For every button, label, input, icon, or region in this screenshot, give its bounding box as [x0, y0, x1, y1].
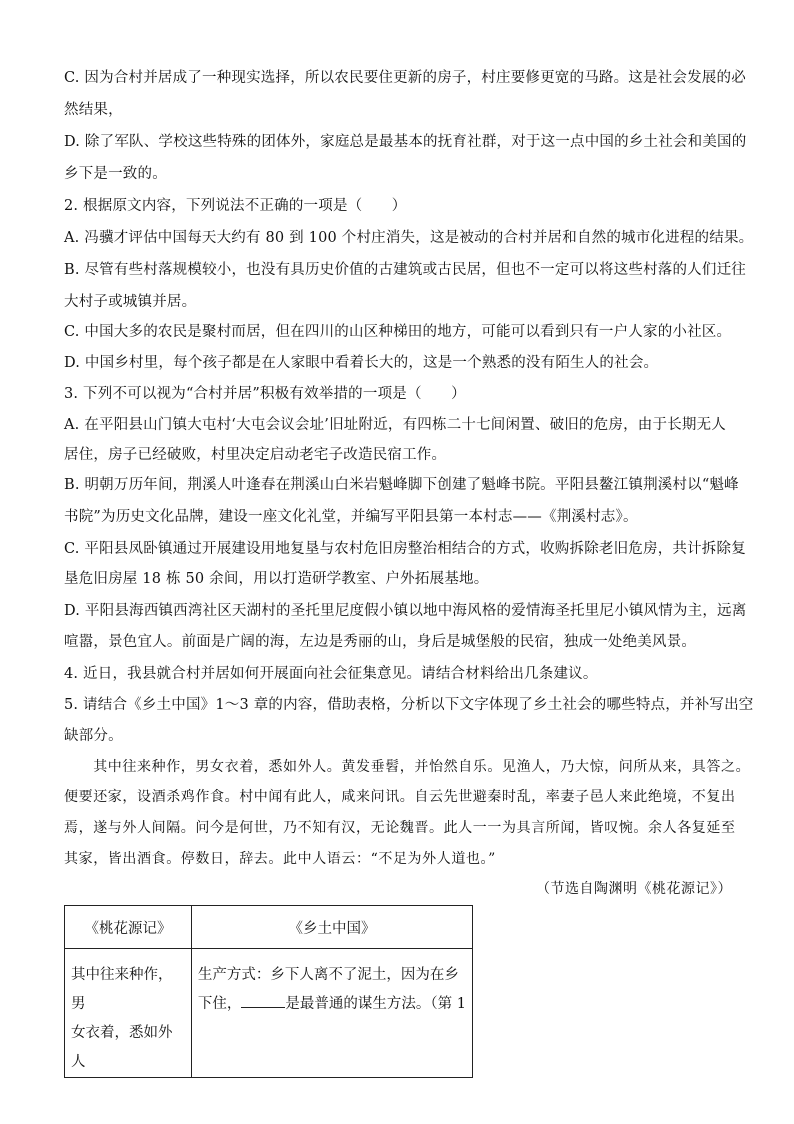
comparison-table	[64, 905, 473, 1078]
q2-option-c: C. 中国大多的农民是聚村而居，但在四川的山区种梯田的地方，可能可以看到只有一户人家的小社区。	[64, 324, 732, 340]
passage-line3: 焉，遂与外人间隔。问今是何世，乃不知有汉，无论魏晋。此人一一为具言所闻，皆叹惋。余人各复延至	[64, 820, 736, 836]
table-cell-right-line2-post: 是最普通的谋生方法。（第 1	[285, 996, 466, 1012]
q2-option-d: D. 中国乡村里，每个孩子都是在人家眼中看着长大的，这是一个熟悉的没有陌生人的社会。	[64, 355, 659, 371]
table-cell-right-line1: 生产方式：乡下人离不了泥土，因为在乡	[197, 967, 459, 983]
q3-option-a-line1: A. 在平阳县山门镇大屯村‘大屯会议会址’旧址附近，有四栋二十七间闲置、破旧的危房，由于长期无人	[64, 417, 727, 433]
q3-stem: 3. 下列不可以视为“合村并居”积极有效举措的一项是（ ）	[64, 386, 466, 402]
table-header-xiangtu: 《乡土中国》	[191, 906, 472, 949]
q2-stem: 2. 根据原文内容，下列说法不正确的一项是（ ）	[64, 198, 407, 214]
q5-stem-line1: 5. 请结合《乡土中国》1～3 章的内容，借助表格，分析以下文字体现了乡土社会的哪些特点，并补写出空	[64, 697, 754, 713]
fill-in-blank[interactable]	[241, 993, 285, 1008]
passage-line1: 其中往来种作，男女衣着，悉如外人。黄发垂髫，并怡然自乐。见渔人，乃大惊，问所从来，具答之。	[64, 759, 751, 775]
table-cell-right-line2-pre: 下住，	[197, 996, 242, 1012]
q1-option-c-line1: C. 因为合村并居成了一种现实选择，所以农民要住更新的房子，村庄要修更宽的马路。这是社会发展的必	[64, 70, 746, 86]
q1-option-d-line2: 乡下是一致的。	[64, 166, 167, 182]
q1-option-c-line2: 然结果，	[64, 102, 123, 118]
passage-line4: 其家，皆出酒食。停数日，辞去。此中人语云：“不足为外人道也。”	[64, 851, 496, 867]
q2-option-b-line1: B. 尽管有些村落规模较小，也没有具历史价值的古建筑或古民居，但也不一定可以将这些村落的人们迁往	[64, 262, 746, 278]
passage-source: （节选自陶渊明《桃花源记》）	[536, 881, 732, 897]
table-cell-left-line2: 女衣着，悉如外人	[71, 1025, 173, 1070]
table-header-row	[65, 906, 473, 949]
passage-line2: 便要还家，设酒杀鸡作食。村中闻有此人，咸来问讯。自云先世避秦时乱，率妻子邑人来此绝境，不复出	[64, 789, 736, 805]
q4-stem: 4. 近日，我县就合村并居如何开展面向社会征集意见。请结合材料给出几条建议。	[64, 666, 598, 682]
q3-option-d-line2: 喧嚣，景色宜人。前面是广阔的海，左边是秀丽的山，身后是城堡般的民宿，独成一处绝美风景。	[64, 634, 697, 650]
table-header-taohuayuan: 《桃花源记》	[65, 906, 192, 949]
table-cell-right	[191, 949, 472, 1078]
q3-option-d-line1: D. 平阳县海西镇西湾社区天湖村的圣托里尼度假小镇以地中海风格的爱情海圣托里尼小镇风情为主，远离	[64, 603, 747, 619]
q3-option-a-line2: 居住，房子已经破败，村里决定启动老宅子改造民宿工作。	[64, 447, 447, 463]
q3-option-b-line1: B. 明朝万历年间，荆溪人叶逢春在荆溪山白米岩魁峰脚下创建了魁峰书院。平阳县鳌江镇荆溪村以“魁峰	[64, 477, 739, 493]
q3-option-c-line2: 垦危旧房屋 18 栋 50 余间，用以打造研学教室、户外拓展基地。	[64, 571, 489, 587]
q1-option-d-line1: D. 除了军队、学校这些特殊的团体外，家庭总是最基本的抚育社群，对于这一点中国的乡土社会和美国的	[64, 134, 747, 150]
q3-option-c-line1: C. 平阳县凤卧镇通过开展建设用地复垦与农村危旧房整治相结合的方式，收购拆除老旧危房，共计拆除复	[64, 541, 746, 557]
q3-option-b-line2: 书院”为历史文化品牌，建设一座文化礼堂，并编写平阳县第一本村志——《荆溪村志》。	[64, 509, 638, 525]
table-row	[65, 949, 473, 1078]
q2-option-b-line2: 大村子或城镇并居。	[64, 294, 197, 310]
q2-option-a: A. 冯骥才评估中国每天大约有 80 到 100 个村庄消失，这是被动的合村并居和自然的城市化进程的结果。	[64, 230, 754, 246]
table-cell-left-line1: 其中往来种作，男	[71, 967, 173, 1012]
q5-stem-line2: 缺部分。	[64, 728, 123, 744]
table-cell-left	[65, 949, 192, 1078]
table-cell-right-line2	[198, 990, 466, 1019]
